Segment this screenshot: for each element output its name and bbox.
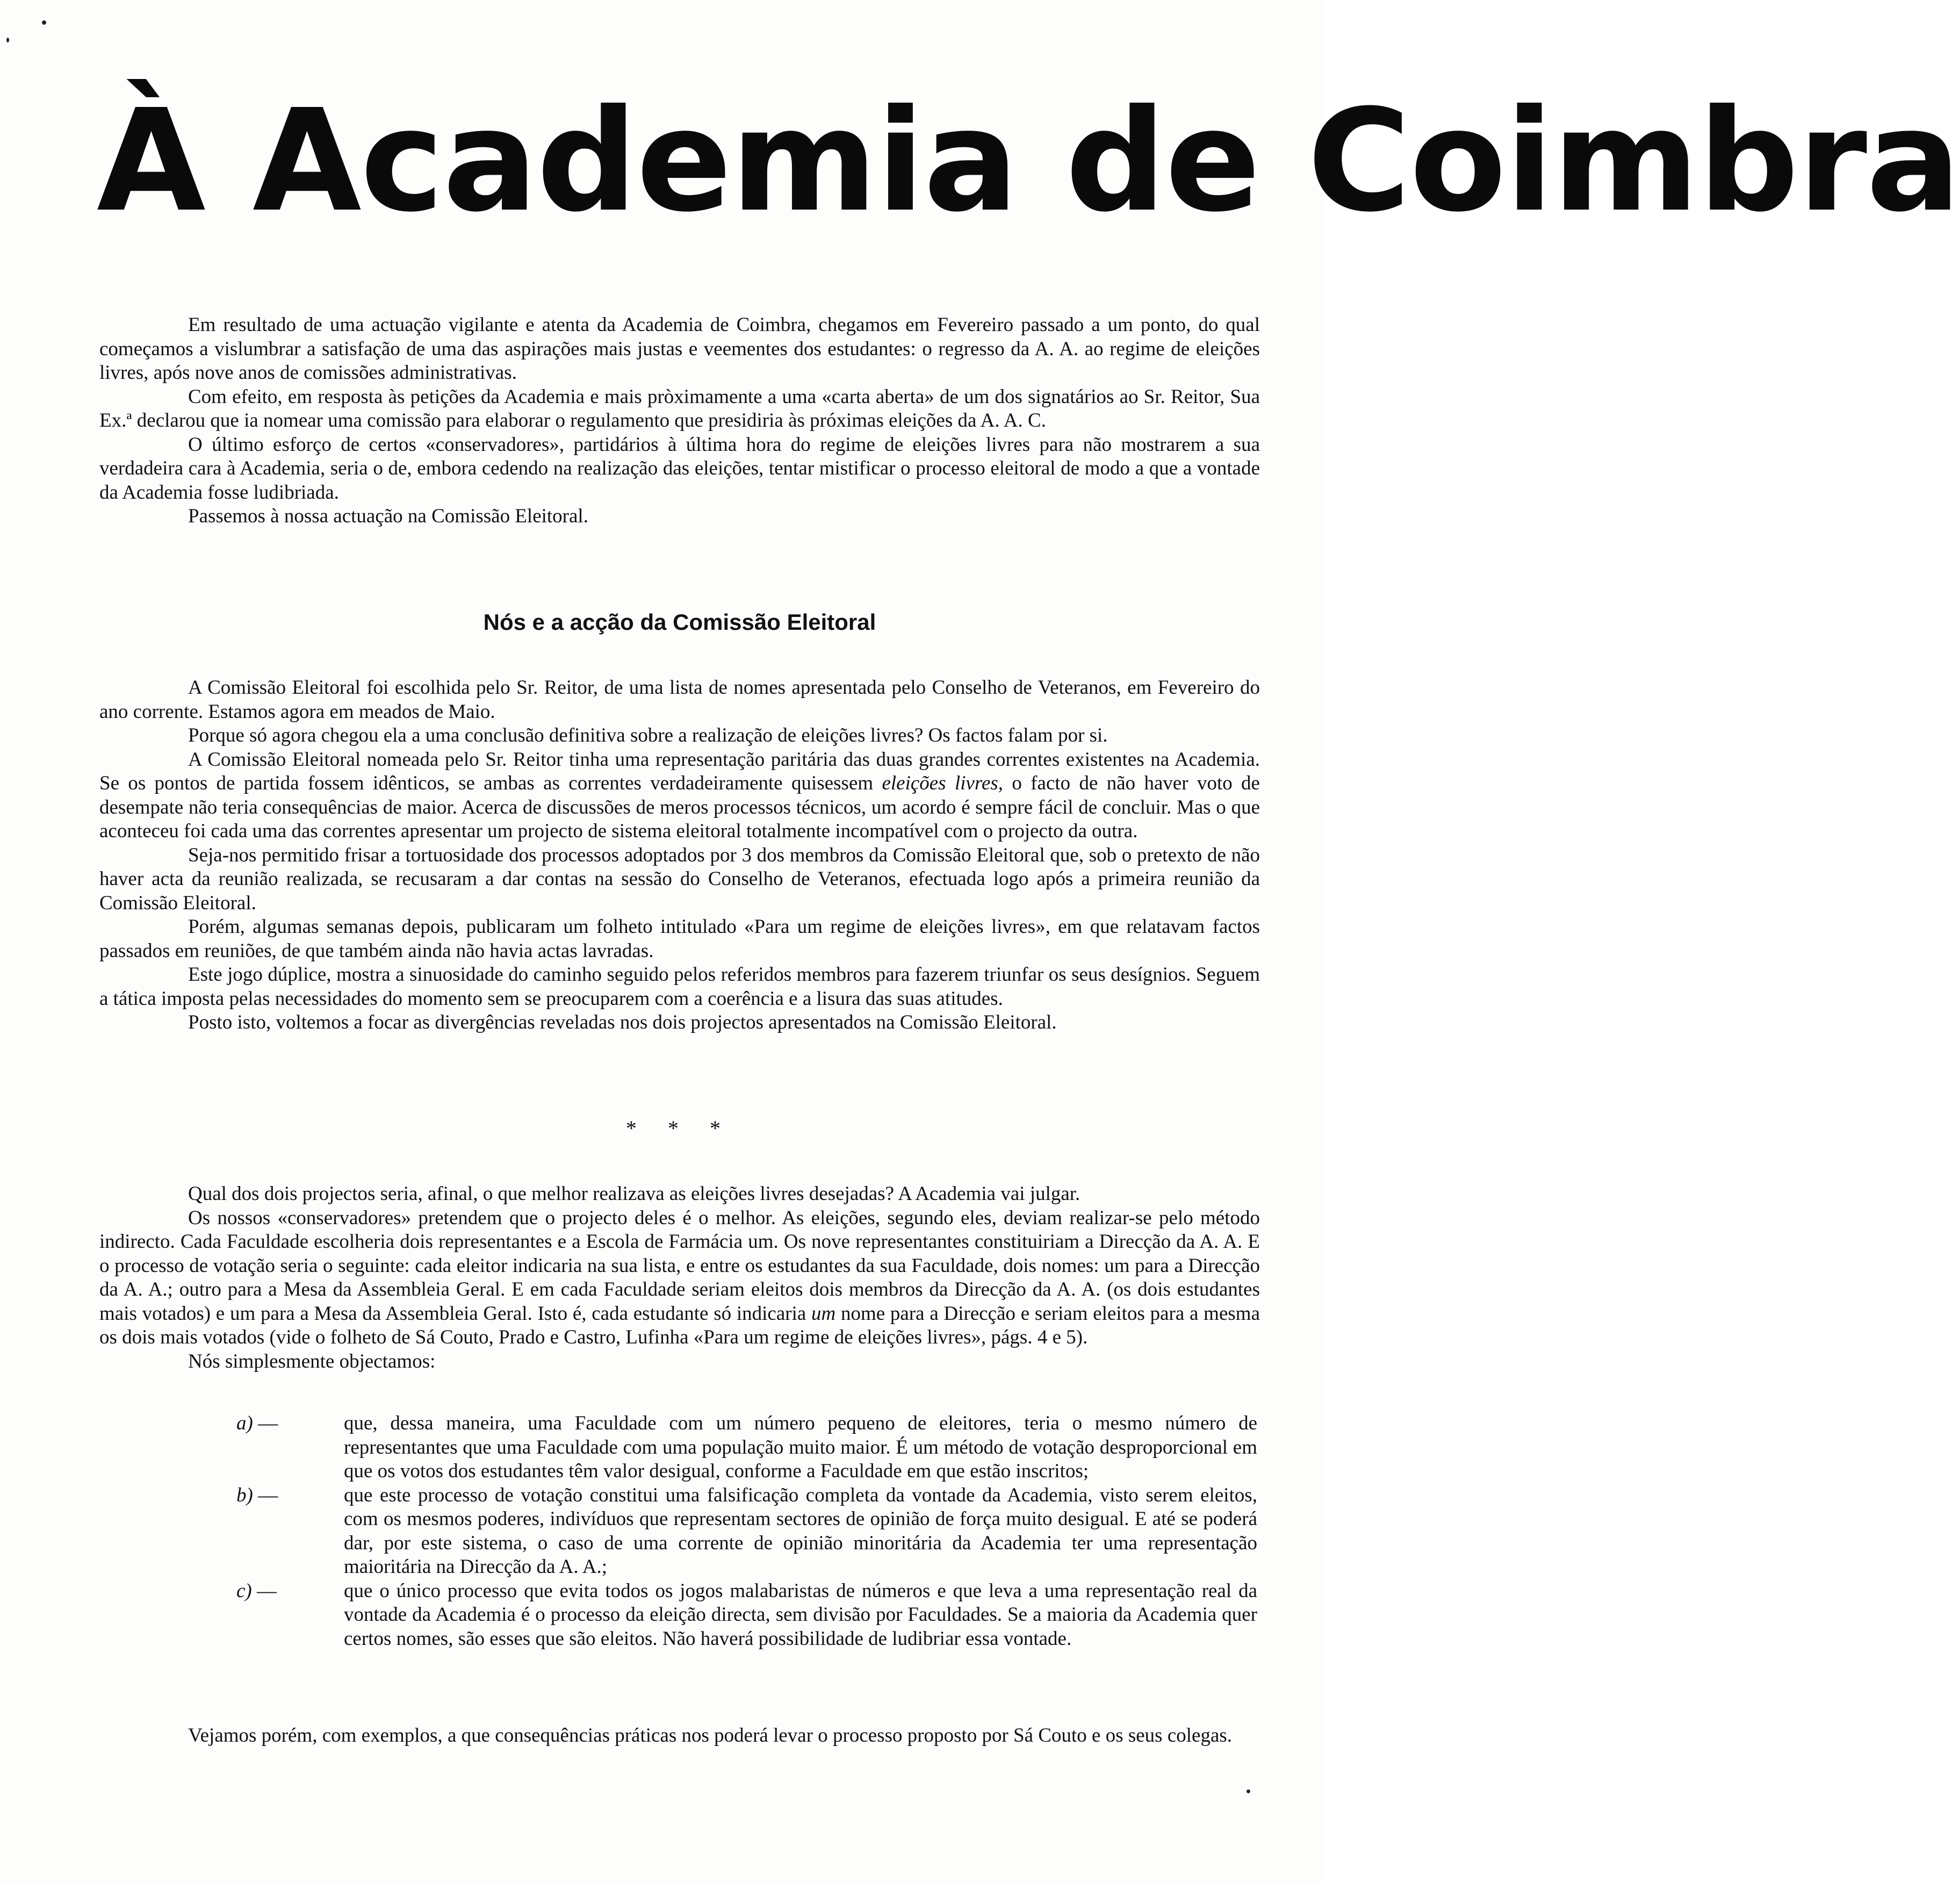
objection-text: que o único processo que evita todos os jogos malabaristas de números e que leva a uma representação real da vontade da Academia é o processo da eleição directa, sem divisão por Faculdades. Se a maioria da Academia quer certos nomes, são esses que são eleitos. Não haverá possibilidade de ludibriar essa vontade. — [344, 1579, 1257, 1650]
ink-speck — [42, 20, 46, 25]
section-heading: Nós e a acção da Comissão Eleitoral — [483, 609, 876, 635]
marker-letter: b) — [236, 1484, 253, 1506]
emphasis: eleições livres, — [882, 772, 1004, 794]
objection-item — [236, 1579, 1257, 1651]
ink-speck — [1246, 1789, 1250, 1793]
commission-section — [99, 676, 1260, 1035]
paragraph — [99, 1206, 1260, 1350]
paragraph: Posto isto, voltemos a focar as divergências reveladas nos dois projectos apresentados na Comissão Eleitoral. — [188, 1011, 1057, 1033]
text-run: Os nossos «conservadores» pretendem que o projecto deles é o melhor. As eleições, segundo eles, deviam realizar-se pelo método indirecto. Cada Faculdade escolheria dois representantes e a Escola de Farmácia um. Os nove representantes constituiriam a Direcção da A. A. E o processo de votação seria o seguinte: cada eleitor indicaria na sua lista, e entre os estudantes da sua Faculdade, dois nomes: um para a Direcção da A. A.; outro para a Mesa da Assembleia Geral. E em cada Faculdade seriam eleitos dois membros da Direcção da A. A. (os dois estudantes mais votados) e um para a Mesa da Assembleia Geral. Isto é, cada estudante só indicaria — [99, 1206, 1260, 1325]
paragraph: Em resultado de uma actuação vigilante e atenta da Academia de Coimbra, chegamos em Fevereiro passado a um ponto, do qual começamos a vislumbrar a satisfação de uma das aspirações mais justas e veementes dos estudantes: o regresso da A. A. ao regime de eleições livres, após nove anos de comissões administrativas. — [99, 314, 1260, 384]
text-run: nome para a Direcção e seriam eleitos para a mesma os dois mais votados (vide o folheto de Sá Couto, Prado e Castro, Lufinha «Para um regime de eleições livres», págs. 4 e 5). — [99, 1302, 1260, 1348]
paragraph: Porém, algumas semanas depois, publicaram um folheto intitulado «Para um regime de eleições livres», em que relatavam factos passados em reuniões, de que também ainda não havia actas lavradas. — [99, 916, 1260, 962]
intro-section — [99, 313, 1260, 529]
marker-letter: c) — [236, 1579, 252, 1602]
paragraph: A Comissão Eleitoral foi escolhida pelo Sr. Reitor, de uma lista de nomes apresentada pelo Conselho de Veteranos, em Fevereiro do ano corrente. Estamos agora em meados de Maio. — [99, 677, 1260, 723]
objection-marker — [236, 1484, 278, 1508]
paragraph: Qual dos dois projectos seria, afinal, o que melhor realizava as eleições livres desejadas? A Academia vai julgar. — [188, 1183, 1080, 1205]
paragraph: Com efeito, em resposta às petições da Academia e mais pròximamente a uma «carta aberta» de um dos signatários ao Sr. Reitor, Sua Ex.ª declarou que ia nomear uma comissão para elaborar o regulamento que presidiria às próximas eleições da A. A. C. — [99, 385, 1260, 432]
closing-section — [99, 1724, 1260, 1748]
paragraph: Nós simplesmente objectamos: — [188, 1350, 436, 1372]
marker-letter: a) — [236, 1412, 253, 1434]
objections-list — [236, 1412, 1257, 1651]
paragraph: Este jogo dúplice, mostra a sinuosidade do caminho seguido pelos referidos membros para fazerem triunfar os seus desígnios. Seguem a tática imposta pelas necessidades do momento sem se preocuparem com a coerência e a lisura das suas atitudes. — [99, 964, 1260, 1010]
objection-item — [236, 1484, 1257, 1579]
marker-dash: — — [257, 1579, 277, 1602]
objection-marker — [236, 1412, 278, 1436]
text-run: A Comissão Eleitoral nomeada pelo Sr. Reitor tinha uma representação paritária das duas grandes correntes existentes na Academia. Se os pontos de partida fossem idênticos, se ambas as correntes verdadeiramente quisessem — [99, 748, 1260, 794]
marker-dash: — — [258, 1412, 278, 1434]
ink-speck — [6, 38, 9, 42]
paragraph — [99, 748, 1260, 844]
projects-section — [99, 1182, 1260, 1374]
paragraph: Passemos à nossa actuação na Comissão Eleitoral. — [188, 505, 588, 527]
section-separator: * * * — [626, 1116, 733, 1140]
paragraph: O último esforço de certos «conservadores», partidários à última hora do regime de eleições livres para não mostrarem a sua verdadeira cara à Academia, seria o de, embora cedendo na realização das eleições, tentar mistificar o processo eleitoral de modo a que a vontade da Academia fosse ludibriada. — [99, 433, 1260, 504]
paragraph: Seja-nos permitido frisar a tortuosidade dos processos adoptados por 3 dos membros da Comissão Eleitoral que, sob o pretexto de não haver acta da reunião realizada, se recusaram a dar contas na sessão do Conselho de Veteranos, efectuada logo após a primeira reunião da Comissão Eleitoral. — [99, 844, 1260, 914]
objection-item — [236, 1412, 1257, 1484]
objection-text: que este processo de votação constitui uma falsificação completa da vontade da Academia, visto serem eleitos, com os mesmos poderes, indivíduos que representam sectores de opinião de força muito desigual. E até se poderá dar, por este sistema, o caso de uma corrente de opinião minoritária da Academia ter uma representação maioritária na Direcção da A. A.; — [344, 1484, 1257, 1578]
objection-marker — [236, 1579, 277, 1604]
objection-text: que, dessa maneira, uma Faculdade com um número pequeno de eleitores, teria o mesmo número de representantes que uma Faculdade com uma população muito maior. É um método de votação desproporcional em que os votos dos estudantes têm valor desigual, conforme a Faculdade em que estão inscritos; — [344, 1412, 1257, 1482]
paragraph: Porque só agora chegou ela a uma conclusão definitiva sobre a realização de eleições livres? Os factos falam por si. — [188, 724, 1108, 746]
marker-dash: — — [258, 1484, 278, 1506]
text-run: o facto de não haver voto de desempate não teria consequências de maior. Acerca de discussões de meros processos técnicos, um acordo é sempre fácil de concluir. Mas o que aconteceu foi cada uma das correntes apresentar um projecto de sistema eleitoral totalmente incompatível com o projecto da outra. — [99, 772, 1260, 842]
page-title: À Academia de Coimbra — [97, 79, 1960, 243]
emphasis: um — [811, 1302, 836, 1325]
paragraph: Vejamos porém, com exemplos, a que consequências práticas nos poderá levar o processo proposto por Sá Couto e os seus colegas. — [188, 1724, 1233, 1747]
